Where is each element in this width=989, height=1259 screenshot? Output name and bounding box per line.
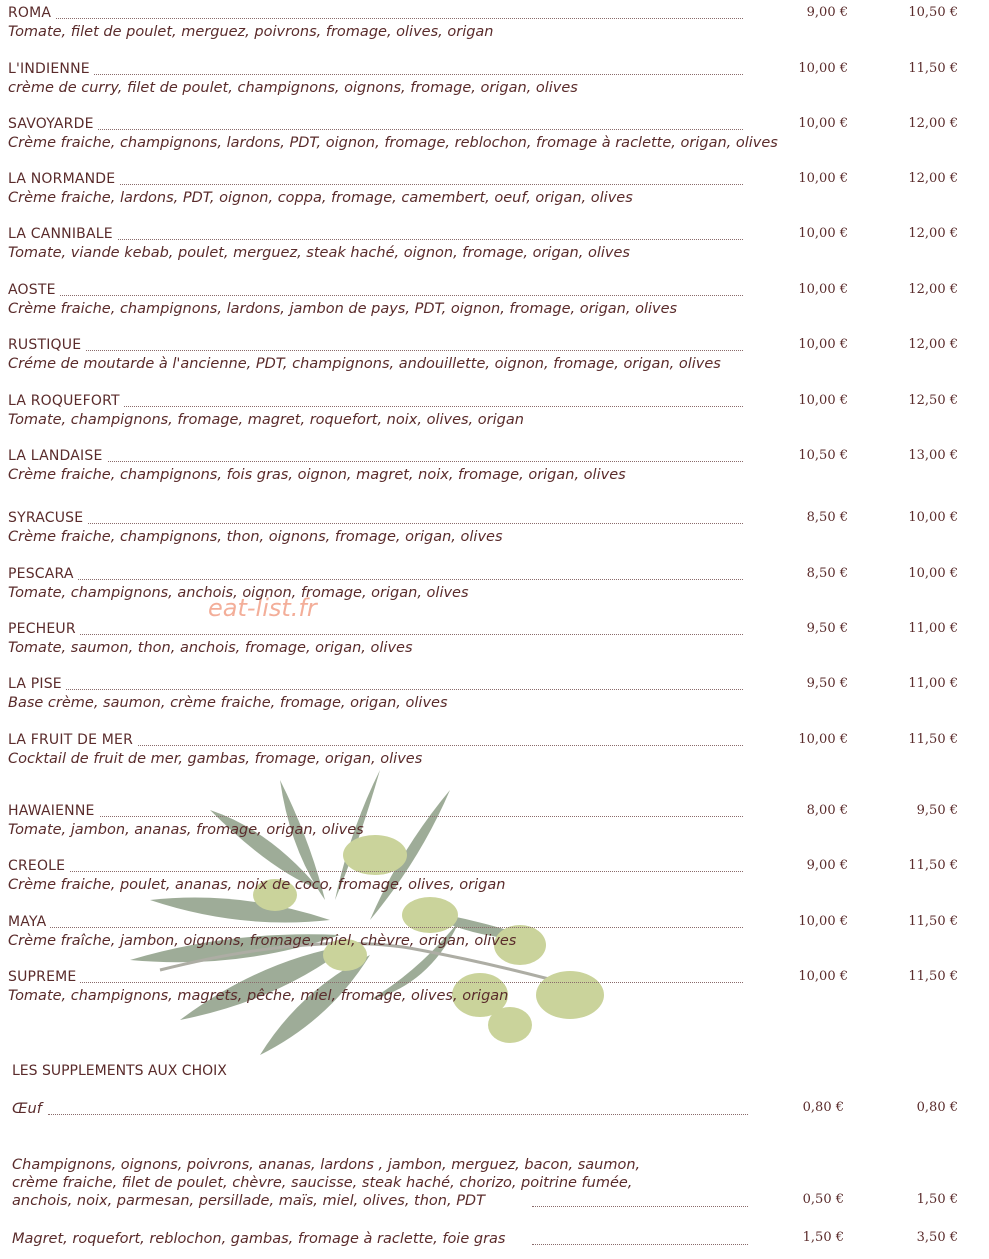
menu-item-description: Base crème, saumon, crème fraiche, fromage, origan, olives	[8, 695, 448, 711]
menu-item-name: L'INDIENNE	[8, 61, 94, 77]
menu-item	[8, 566, 983, 601]
dotted-leader	[8, 74, 743, 75]
menu-item-description: Crème fraiche, champignons, thon, oignons, fromage, origan, olives	[8, 529, 503, 545]
menu-item-description: Tomate, jambon, ananas, fromage, origan, olives	[8, 822, 364, 838]
menu-item	[8, 732, 983, 767]
price-small: 10,00 €	[798, 914, 848, 929]
menu-item-description: Créme de moutarde à l'ancienne, PDT, champignons, andouillette, oignon, fromage, origan, olives	[8, 356, 721, 372]
price-small: 10,00 €	[798, 969, 848, 984]
menu-item	[8, 676, 983, 711]
menu-item-name: RUSTIQUE	[8, 337, 85, 353]
price-large: 11,50 €	[908, 732, 958, 747]
price-small: 0,80 €	[802, 1100, 844, 1115]
menu-item-name: SYRACUSE	[8, 510, 87, 526]
price-small: 8,50 €	[806, 566, 848, 581]
price-small: 10,00 €	[798, 171, 848, 186]
menu-item-name: LA FRUIT DE MER	[8, 732, 137, 748]
menu-item-description: crème de curry, filet de poulet, champignons, oignons, fromage, origan, olives	[8, 80, 578, 96]
menu-item-name: MAYA	[8, 914, 50, 930]
price-large: 12,00 €	[908, 171, 958, 186]
menu-item-description: Crème fraiche, champignons, lardons, PDT, oignon, fromage, reblochon, fromage à raclette, origan, olives	[8, 135, 778, 151]
dotted-leader	[8, 579, 743, 580]
price-large: 10,50 €	[908, 5, 958, 20]
menu-item	[8, 621, 983, 656]
dotted-leader	[8, 129, 743, 130]
menu-item-description: Tomate, viande kebab, poulet, merguez, steak haché, oignon, fromage, origan, olives	[8, 245, 630, 261]
dotted-leader	[8, 634, 743, 635]
menu-item-description: Tomate, champignons, anchois, oignon, fromage, origan, olives	[8, 585, 469, 601]
menu-item	[8, 969, 983, 1004]
menu-item	[8, 282, 983, 317]
menu-item-name: LA LANDAISE	[8, 448, 107, 464]
dotted-leader	[8, 18, 743, 19]
price-small: 10,00 €	[798, 226, 848, 241]
dotted-leader	[8, 295, 743, 296]
menu-item	[8, 337, 983, 372]
menu-item	[8, 803, 983, 838]
menu-item	[8, 510, 983, 545]
menu-item-name: AOSTE	[8, 282, 60, 298]
menu-item-name: PESCARA	[8, 566, 78, 582]
menu-item-description: Crème fraiche, lardons, PDT, oignon, coppa, fromage, camembert, oeuf, origan, olives	[8, 190, 633, 206]
dotted-leader	[8, 871, 743, 872]
menu-item-description: Crème fraiche, poulet, ananas, noix de coco, fromage, olives, origan	[8, 877, 506, 893]
menu-item-name: SAVOYARDE	[8, 116, 98, 132]
menu-item-name: LA PISE	[8, 676, 66, 692]
price-large: 9,50 €	[916, 803, 958, 818]
price-small: 10,00 €	[798, 393, 848, 408]
menu-item	[8, 858, 983, 893]
menu-item-description: Cocktail de fruit de mer, gambas, fromage, origan, olives	[8, 751, 423, 767]
price-small: 10,50 €	[798, 448, 848, 463]
price-small: 9,50 €	[806, 621, 848, 636]
dotted-leader	[8, 689, 743, 690]
menu-item-description: Crème fraiche, champignons, fois gras, oignon, magret, noix, fromage, origan, olives	[8, 467, 626, 483]
price-small: 1,50 €	[802, 1230, 844, 1245]
price-small: 9,00 €	[806, 858, 848, 873]
price-small: 10,00 €	[798, 282, 848, 297]
menu-item-name: LA ROQUEFORT	[8, 393, 124, 409]
menu-item	[8, 226, 983, 261]
price-large: 12,00 €	[908, 282, 958, 297]
dotted-leader	[8, 350, 743, 351]
menu-item-description: Tomate, champignons, magrets, pêche, miel, fromage, olives, origan	[8, 988, 509, 1004]
price-small: 10,00 €	[798, 61, 848, 76]
dotted-leader	[8, 239, 743, 240]
menu-item-description: Tomate, champignons, fromage, magret, roquefort, noix, olives, origan	[8, 412, 524, 428]
price-large: 3,50 €	[916, 1230, 958, 1245]
menu-item-description: Tomate, filet de poulet, merguez, poivrons, fromage, olives, origan	[8, 24, 494, 40]
menu-item-name: LA CANNIBALE	[8, 226, 117, 242]
price-large: 13,00 €	[908, 448, 958, 463]
price-large: 0,80 €	[916, 1100, 958, 1115]
price-large: 12,00 €	[908, 226, 958, 241]
price-large: 1,50 €	[916, 1192, 958, 1207]
price-large: 12,50 €	[908, 393, 958, 408]
dotted-leader	[8, 461, 743, 462]
price-large: 12,00 €	[908, 116, 958, 131]
menu-item	[8, 171, 983, 206]
supplements-title: LES SUPPLEMENTS AUX CHOIX	[12, 1063, 227, 1079]
menu-item-description: Tomate, saumon, thon, anchois, fromage, origan, olives	[8, 640, 413, 656]
dotted-leader	[8, 816, 743, 817]
menu-item-description: Crème fraîche, jambon, oignons, fromage, miel, chèvre, origan, olives	[8, 933, 517, 949]
supplement-text: crème fraiche, filet de poulet, chèvre, saucisse, steak haché, chorizo, poitrine fumée,	[12, 1175, 633, 1191]
price-large: 11,50 €	[908, 858, 958, 873]
watermark-text: eat-list.fr	[208, 594, 317, 622]
menu-item-name: PECHEUR	[8, 621, 80, 637]
menu-item	[8, 61, 983, 96]
menu-item	[8, 393, 983, 428]
price-small: 10,00 €	[798, 116, 848, 131]
price-small: 9,50 €	[806, 676, 848, 691]
menu-item-description: Crème fraiche, champignons, lardons, jambon de pays, PDT, oignon, fromage, origan, olives	[8, 301, 678, 317]
menu-item	[8, 914, 983, 949]
supplement-text: Champignons, oignons, poivrons, ananas, lardons , jambon, merguez, bacon, saumon,	[12, 1157, 641, 1173]
supplement-text: anchois, noix, parmesan, persillade, maïs, miel, olives, thon, PDT	[12, 1193, 485, 1209]
price-large: 11,50 €	[908, 969, 958, 984]
price-large: 12,00 €	[908, 337, 958, 352]
price-small: 9,00 €	[806, 5, 848, 20]
price-small: 10,00 €	[798, 337, 848, 352]
price-small: 10,00 €	[798, 732, 848, 747]
menu-item-name: CREOLE	[8, 858, 69, 874]
menu-item	[8, 116, 983, 151]
menu-item-name: ROMA	[8, 5, 55, 21]
menu-item-name: HAWAIENNE	[8, 803, 99, 819]
price-large: 10,00 €	[908, 510, 958, 525]
dotted-leader	[8, 982, 743, 983]
menu-item	[8, 5, 983, 40]
dotted-leader	[8, 523, 743, 524]
price-large: 11,00 €	[908, 621, 958, 636]
menu-item-name: SUPREME	[8, 969, 80, 985]
price-small: 0,50 €	[802, 1192, 844, 1207]
price-large: 11,50 €	[908, 914, 958, 929]
price-small: 8,00 €	[806, 803, 848, 818]
price-large: 10,00 €	[908, 566, 958, 581]
price-large: 11,00 €	[908, 676, 958, 691]
menu-item-name: LA NORMANDE	[8, 171, 119, 187]
menu-item	[8, 448, 983, 483]
supplement-text: Magret, roquefort, reblochon, gambas, fromage à raclette, foie gras	[12, 1231, 506, 1247]
dotted-leader	[8, 927, 743, 928]
price-small: 8,50 €	[806, 510, 848, 525]
price-large: 11,50 €	[908, 61, 958, 76]
supplement-text: Œuf	[12, 1101, 42, 1117]
